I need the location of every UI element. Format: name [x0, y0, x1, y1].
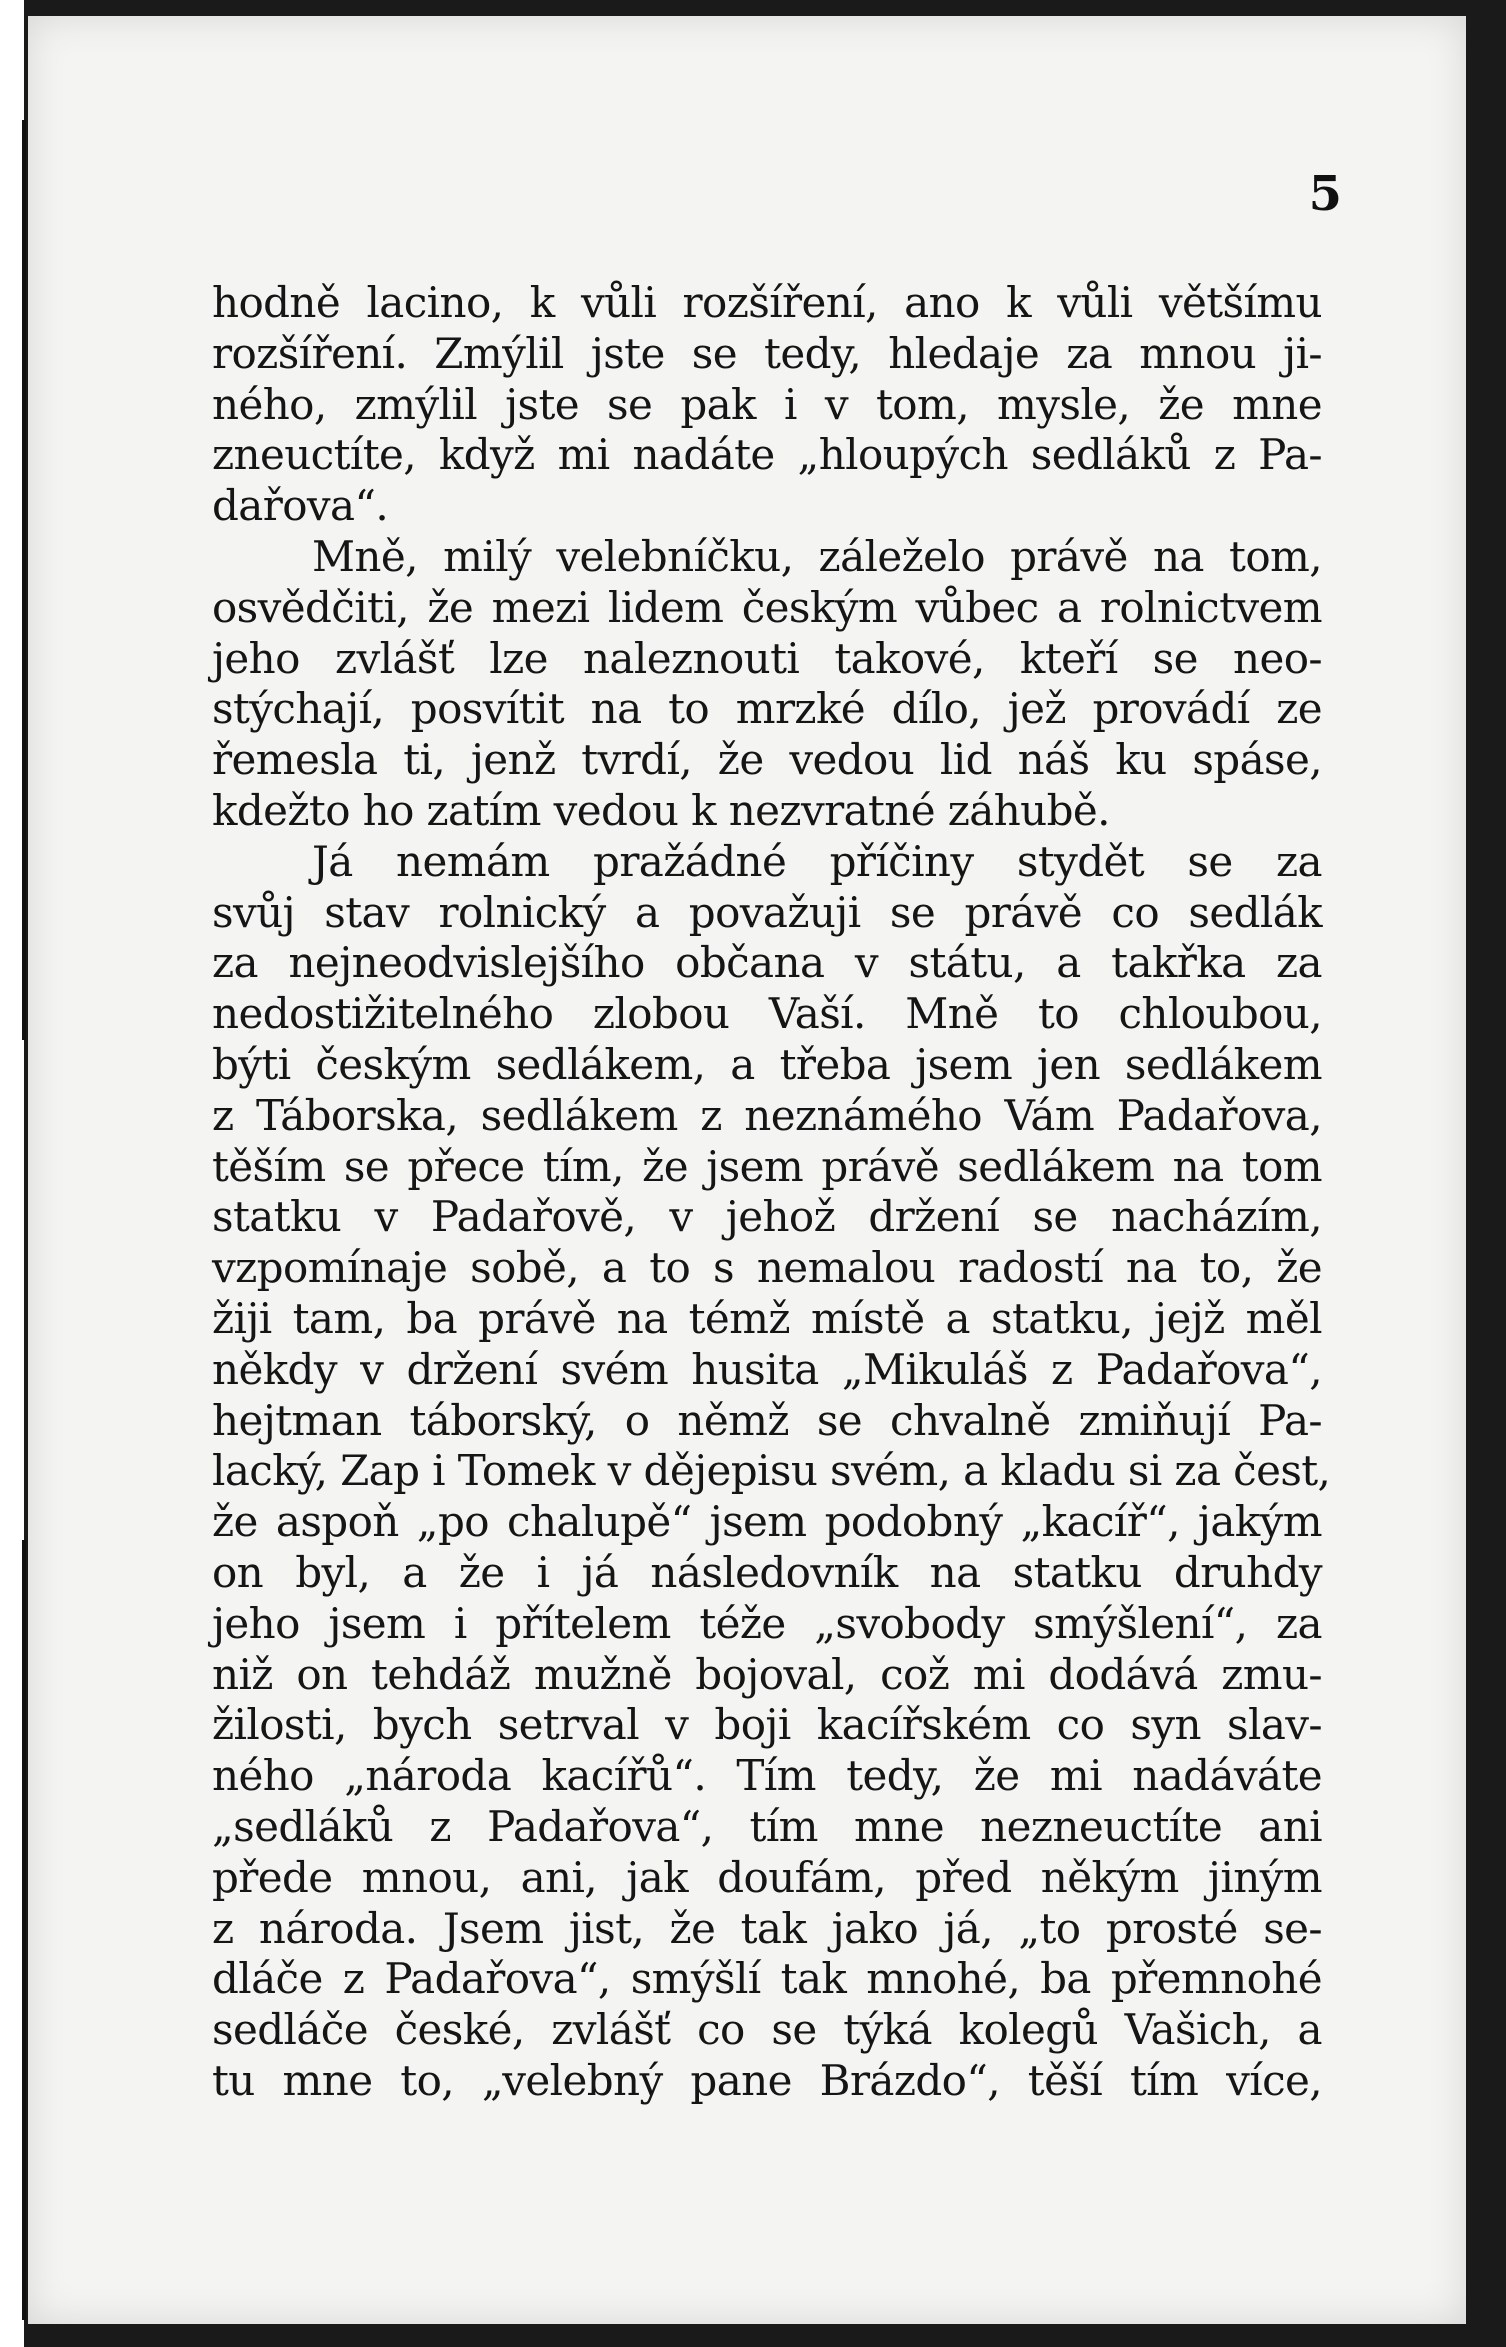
text-line: hejtman táborský, o němž se chvalně zmiňují Pa-	[212, 1395, 1322, 1445]
text-line: nedostižitelného zlobou Vaší. Mně to chloubou,	[212, 989, 1322, 1039]
paragraph-start-line: Já nemám pražádné příčiny stydět se za	[312, 836, 1322, 886]
text-line: ného „národa kacířů“. Tím tedy, že mi nadáváte	[212, 1751, 1322, 1801]
text-line: sedláče české, zvlášť co se týká kolegů Vašich, a	[212, 2005, 1322, 2055]
text-line: žiji tam, ba právě na témž místě a statku, jejž měl	[212, 1293, 1322, 1343]
text-line: že aspoň „po chalupě“ jsem podobný „kacíř“, jakým	[212, 1497, 1322, 1547]
text-line: osvědčiti, že mezi lidem českým vůbec a rolnictvem	[212, 582, 1322, 632]
text-line: žilosti, bych setrval v boji kacířském co syn slav-	[212, 1700, 1322, 1750]
text-line: za nejneodvislejšího občana v státu, a takřka za	[212, 938, 1322, 988]
text-line: on byl, a že i já následovník na statku druhdy	[212, 1547, 1322, 1597]
text-line: statku v Padařově, v jehož držení se nacházím,	[212, 1192, 1322, 1242]
paragraph-start-line: Mně, milý velebníčku, záleželo právě na tom,	[312, 531, 1322, 581]
text-line: jeho zvlášť lze naleznouti takové, kteří se neo-	[212, 633, 1322, 683]
text-line: „sedláků z Padařova“, tím mne nezneuctíte ani	[212, 1801, 1322, 1851]
text-line: řemesla ti, jenž tvrdí, že vedou lid náš ku spáse,	[212, 735, 1322, 785]
text-line: hodně lacino, k vůli rozšíření, ano k vůli většímu	[212, 278, 1322, 327]
text-line: jeho jsem i přítelem téže „svobody smýšlení“, za	[212, 1598, 1322, 1648]
text-line: z Táborska, sedlákem z neznámého Vám Padařova,	[212, 1090, 1322, 1140]
binding-rule	[22, 1540, 26, 2320]
text-line: vzpomínaje sobě, a to s nemalou radostí na to, že	[212, 1243, 1322, 1293]
text-line: rozšíření. Zmýlil jste se tedy, hledaje za mnou ji-	[212, 328, 1322, 378]
text-line: tu mne to, „velebný pane Brázdo“, těší tím více,	[212, 2055, 1322, 2105]
body-text	[212, 278, 1331, 2107]
text-line: stýchají, posvítit na to mrzké dílo, jež provádí ze	[212, 684, 1322, 734]
binding-rule	[22, 120, 26, 1040]
text-line: těším se přece tím, že jsem právě sedlákem na tom	[212, 1141, 1322, 1191]
text-line: zneuctíte, když mi nadáte „hloupých sedláků z Pa-	[212, 430, 1322, 480]
text-line: lacký, Zap i Tomek v dějepisu svém, a kladu si za čest,	[212, 1446, 1331, 1496]
text-line: někdy v držení svém husita „Mikuláš z Padařova“,	[212, 1344, 1322, 1394]
text-line: z národa. Jsem jist, že tak jako já, „to prosté se-	[212, 1903, 1322, 1953]
text-line: kdežto ho zatím vedou k nezvratné záhubě.	[212, 785, 1110, 835]
text-line: ného, zmýlil jste se pak i v tom, mysle, že mne	[212, 379, 1322, 429]
page-number: 5	[1308, 166, 1342, 222]
text-line: dařova“.	[212, 481, 389, 531]
text-line: dláče z Padařova“, smýšlí tak mnohé, ba přemnohé	[212, 1954, 1322, 2004]
text-line: býti českým sedlákem, a třeba jsem jen sedlákem	[212, 1039, 1322, 1089]
text-line: niž on tehdáž mužně bojoval, což mi dodává zmu-	[212, 1649, 1322, 1699]
text-line: svůj stav rolnický a považuji se právě co sedlák	[212, 887, 1322, 937]
text-line: přede mnou, ani, jak doufám, před někým jiným	[212, 1852, 1322, 1902]
